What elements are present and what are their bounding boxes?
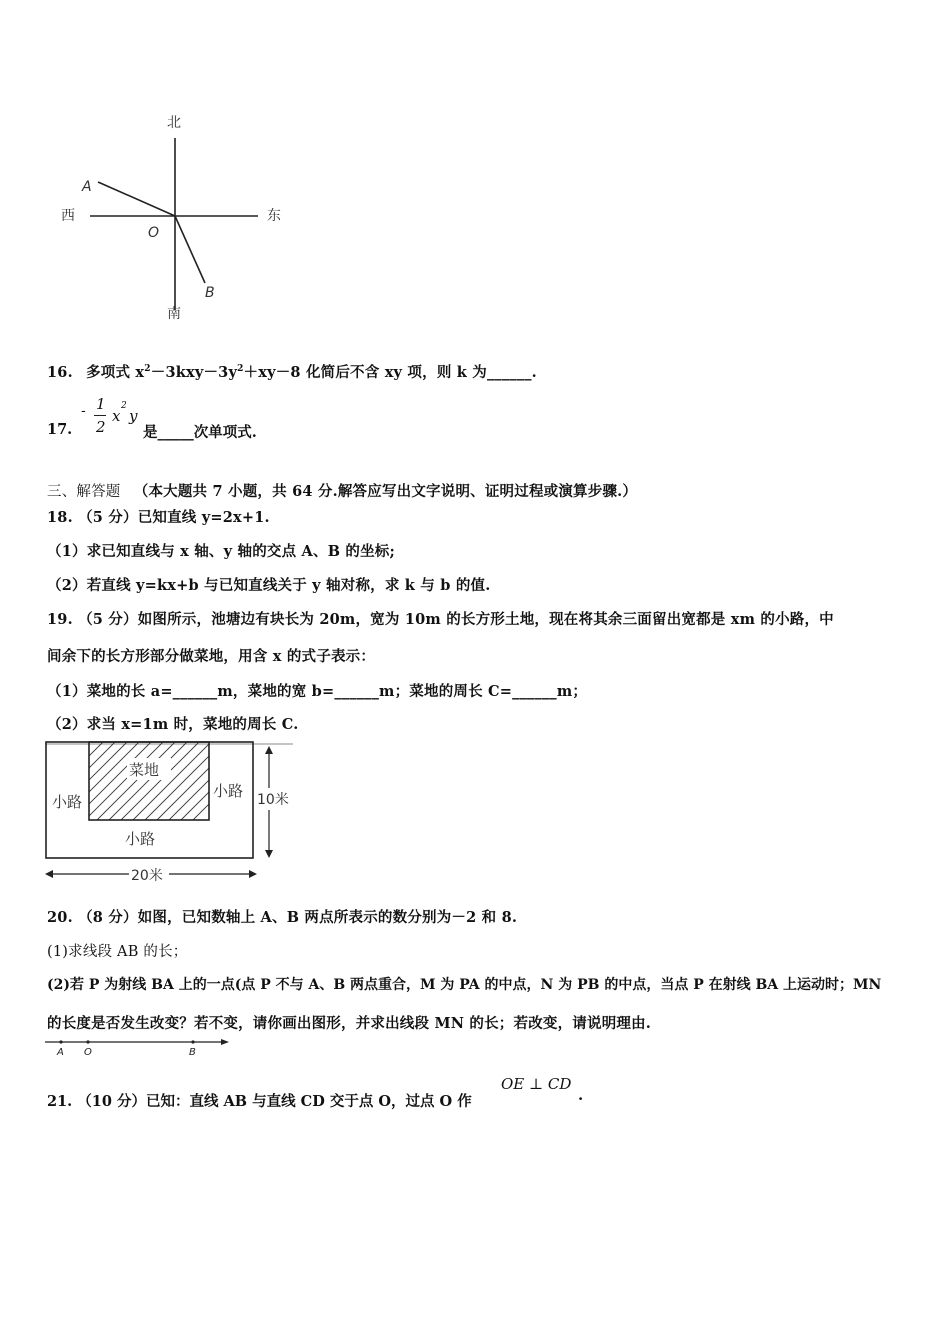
length-label: 20米 bbox=[131, 868, 163, 884]
q20-part2-line2: 的长度是否发生改变？若不变，请你画出图形，并求出线段 MN 的长；若改变，请说明理由. bbox=[47, 1015, 652, 1032]
q21-period: . bbox=[578, 1086, 584, 1104]
q19-line2: 间余下的长方形部分做菜地，用含 x 的式子表示： bbox=[47, 648, 376, 665]
q20-part2-line1: (2)若 P 为射线 BA 上的一点(点 P 不与 A、B 两点重合，M 为 PA 的中点，N 为 PB 的中点，当点 P 在射线 BA 上运动时；MN bbox=[47, 977, 882, 993]
label-b: B bbox=[189, 1047, 196, 1058]
q18-header: 18. （5 分）已知直线 y=2x+1. bbox=[47, 509, 270, 526]
q17-text: 是_____次单项式. bbox=[143, 424, 257, 441]
q16-sup2: 2 bbox=[237, 364, 244, 375]
ray-oa bbox=[98, 182, 175, 216]
q16-pre: 多项式 x bbox=[86, 364, 145, 381]
q17-minus: - bbox=[81, 403, 86, 419]
label-a: A bbox=[57, 1047, 64, 1058]
q17-var-x: x bbox=[112, 407, 121, 425]
q17-fraction-numerator: 1 bbox=[96, 395, 106, 413]
point-o-dot bbox=[86, 1040, 89, 1043]
q20-part1: (1)求线段 AB 的长； bbox=[47, 944, 188, 960]
q16-sup1: 2 bbox=[144, 364, 151, 375]
path-left-label: 小路 bbox=[52, 793, 83, 811]
garden-diagram bbox=[43, 740, 295, 885]
q17-number: 17. bbox=[47, 421, 73, 438]
point-b-label: B bbox=[205, 285, 215, 301]
q17-fraction-denominator: 2 bbox=[96, 418, 106, 436]
garden-figure bbox=[43, 740, 295, 885]
q17-var-y: y bbox=[129, 407, 138, 425]
width-arrow-bottom bbox=[265, 850, 273, 858]
label-o: O bbox=[84, 1047, 92, 1058]
origin-label: O bbox=[148, 225, 160, 241]
q17-fraction-bar bbox=[94, 415, 106, 416]
south-label: 南 bbox=[167, 306, 181, 322]
path-right-label: 小路 bbox=[213, 782, 244, 800]
q19-part2: （2）求当 x=1m 时，菜地的周长 C. bbox=[47, 716, 299, 733]
number-line bbox=[43, 1036, 233, 1060]
section-3-note: （本大题共 7 小题，共 64 分.解答应写出文字说明、证明过程或演算步骤.） bbox=[133, 483, 638, 500]
q16-mid1: －3kxy－3y bbox=[150, 364, 238, 381]
q16-number: 16. bbox=[47, 364, 73, 381]
path-bottom-label: 小路 bbox=[125, 830, 156, 848]
axis-arrow bbox=[221, 1039, 229, 1045]
section-3-title: 三、解答题 bbox=[47, 484, 121, 500]
point-a-label: A bbox=[82, 179, 92, 195]
width-arrow-top bbox=[265, 746, 273, 754]
width-label: 10米 bbox=[257, 792, 289, 808]
q21-formula: OE ⊥ CD bbox=[501, 1075, 572, 1093]
section-3-heading bbox=[47, 480, 637, 501]
garden-outline bbox=[89, 742, 209, 820]
q20-header: 20. （8 分）如图，已知数轴上 A、B 两点所表示的数分别为－2 和 8. bbox=[47, 909, 518, 926]
question-21 bbox=[47, 1072, 647, 1112]
west-label: 西 bbox=[61, 208, 75, 224]
q17-exponent: 2 bbox=[121, 401, 127, 411]
q18-part2: （2）若直线 y=kx+b 与已知直线关于 y 轴对称，求 k 与 b 的值. bbox=[47, 577, 491, 594]
question-16 bbox=[47, 361, 537, 382]
east-label: 东 bbox=[267, 208, 281, 224]
question-17 bbox=[47, 395, 347, 445]
point-b-dot bbox=[191, 1040, 194, 1043]
q18-part1: （1）求已知直线与 x 轴、y 轴的交点 A、B 的坐标; bbox=[47, 543, 396, 560]
length-arrow-left bbox=[45, 870, 53, 878]
q21-text: 21. （10 分）已知：直线 AB 与直线 CD 交于点 O，过点 O 作 bbox=[47, 1093, 472, 1110]
north-label: 北 bbox=[167, 115, 181, 131]
point-a-dot bbox=[59, 1040, 62, 1043]
compass-diagram bbox=[55, 105, 305, 330]
q16-post: ＋xy－8 化简后不含 xy 项，则 k 为______. bbox=[243, 364, 537, 381]
q19-line1: 19. （5 分）如图所示，池塘边有块长为 20m，宽为 10m 的长方形土地，现在将其余三面留出宽都是 xm 的小路，中 bbox=[47, 611, 834, 628]
q19-part1: （1）菜地的长 a=______m，菜地的宽 b=______m；菜地的周长 C=______m； bbox=[47, 683, 588, 700]
compass-figure bbox=[55, 105, 305, 330]
length-arrow-right bbox=[249, 870, 257, 878]
number-line-figure bbox=[43, 1036, 233, 1060]
ray-ob bbox=[175, 216, 205, 283]
garden-label: 菜地 bbox=[129, 761, 160, 779]
